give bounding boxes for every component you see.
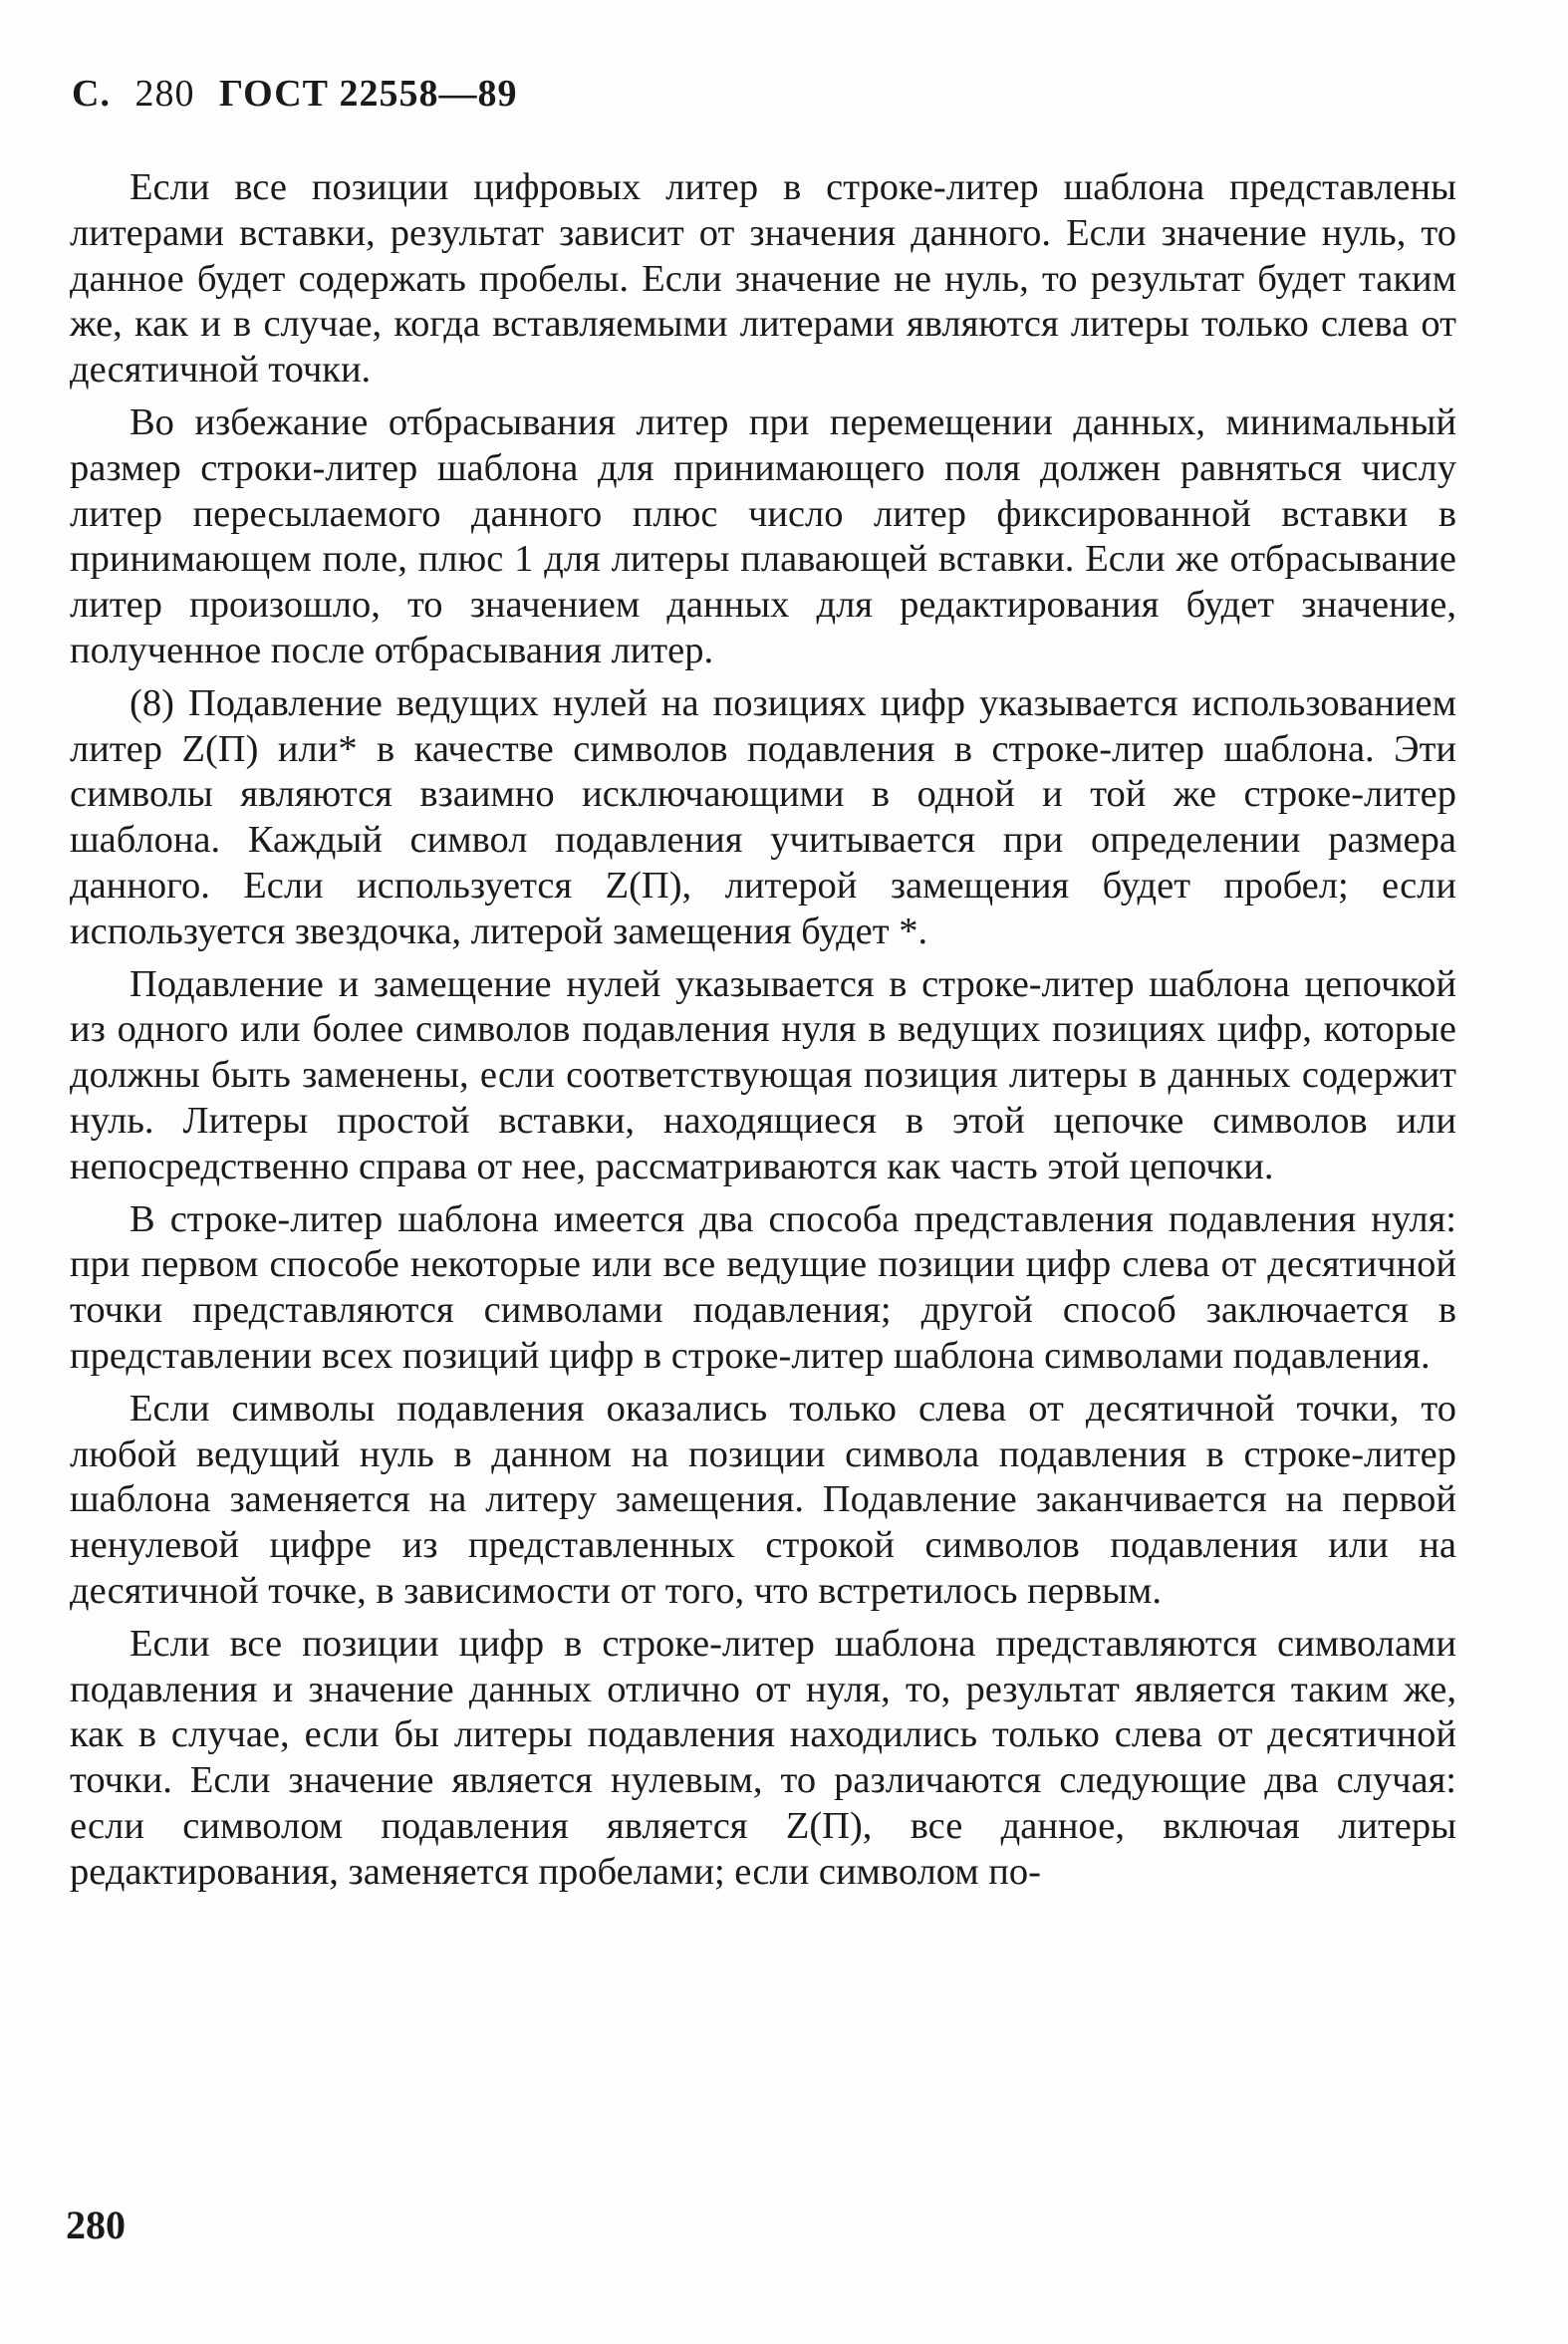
paragraph-6: Если символы подавления оказались только слева от десятичной точки, то любой ведущий нуль в данном на позиции символа подавления в строке-литер шаблона заменяется на литеру замещения. Подавление заканчивается на первой ненулевой цифре из представленных строкой символов подавления или на десятичной точке, в зависимости от того, что встретилось первым. xyxy=(70,1387,1456,1612)
paragraph-7: Если все позиции цифр в строке-литер шаблона представляются символами подавления и значение данных отлично от нуля, то, результат является таким же, как в случае, если бы литеры подавления находились только слева от десятичной точки. Если значение является нулевым, то различаются следующие два случая: если символом подавления является Z(П), все данное, включая литеры редактирования, заменяется пробелами; если символом по- xyxy=(70,1622,1456,1893)
paragraph-3: (8) Подавление ведущих нулей на позициях цифр указывается использованием литер Z(П) или* в качестве символов подавления в строке-литер шаблона. Эти символы являются взаимно исключающими в одной и той же строке-литер шаблона. Каждый символ подавления учитывается при определении размера данного. Если используется Z(П), литерой замещения будет пробел; если используется звездочка, литерой замещения будет *. xyxy=(70,681,1456,952)
body-text xyxy=(70,165,1456,1902)
header-page-number: 280 xyxy=(134,73,195,115)
page-footer-number: 280 xyxy=(66,2203,126,2247)
paragraph-1: Если все позиции цифровых литер в строке-литер шаблона представлены литерами вставки, результат зависит от значения данного. Если значение нуль, то данное будет содержать пробелы. Если значение не нуль, то результат будет таким же, как и в случае, когда вставляемыми литерами являются литеры только слева от десятичной точки. xyxy=(70,166,1456,391)
header-standard: ГОСТ 22558—89 xyxy=(218,73,518,115)
paragraph-4: Подавление и замещение нулей указывается в строке-литер шаблона цепочкой из одного или более символов подавления нуля в ведущих позициях цифр, которые должны быть заменены, если соответствующая позиция литеры в данных содержит нуль. Литеры простой вставки, находящиеся в этой цепочке символов или непосредственно справа от нее, рассматриваются как часть этой цепочки. xyxy=(70,962,1456,1187)
page-header xyxy=(72,72,532,116)
paragraph-5: В строке-литер шаблона имеется два способа представления подавления нуля: при первом способе некоторые или все ведущие позиции цифр слева от десятичной точки представляются символами подавления; другой способ заключается в представлении всех позиций цифр в строке-литер шаблона символами подавления. xyxy=(70,1197,1456,1377)
header-prefix: С. xyxy=(72,73,111,115)
paragraph-2: Во избежание отбрасывания литер при перемещении данных, минимальный размер строки-литер шаблона для принимающего поля должен равняться числу литер пересылаемого данного плюс число литер фиксированной вставки в принимающем поле, плюс 1 для литеры плавающей вставки. Если же отбрасывание литер произошло, то значением данных для редактирования будет значение, полученное после отбрасывания литер. xyxy=(70,400,1456,671)
